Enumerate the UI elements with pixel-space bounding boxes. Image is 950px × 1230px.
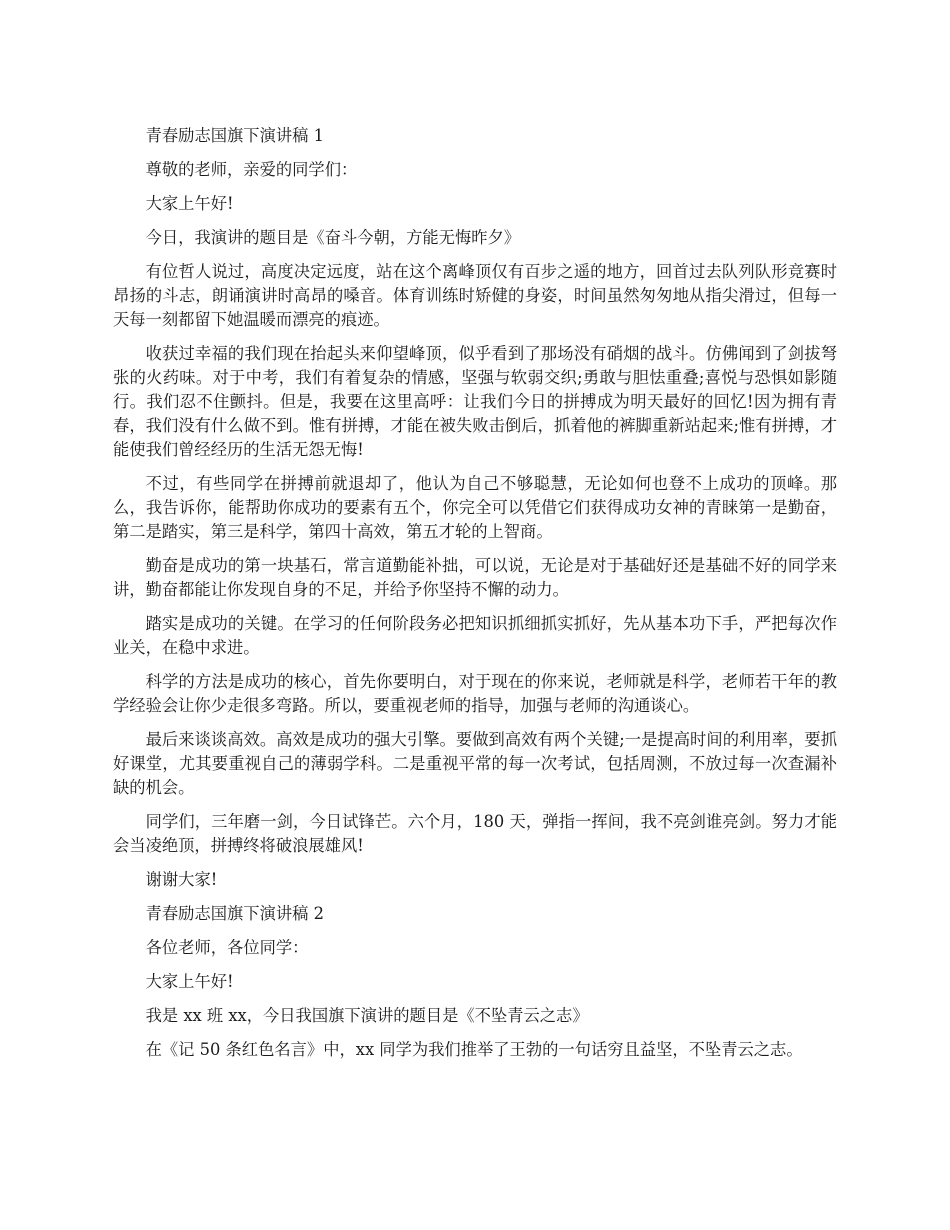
speech-topic: 今日，我演讲的题目是《奋斗今朝，方能无悔昨夕》: [145, 228, 521, 247]
heading-speech-1: 青春励志国旗下演讲稿 1: [145, 126, 324, 145]
greeting: 大家上午好!: [145, 972, 234, 991]
body-paragraph: 最后来谈谈高效。高效是成功的强大引擎。要做到高效有两个关键;一是提高时间的利用率，要抓好课堂，尤其要重视自己的薄弱学科。二是重视平常的每一次考试，包括周测，不放过每一次查漏补缺的机会。: [113, 730, 837, 797]
body-paragraph: 在《记 50 条红色名言》中，xx 同学为我们推举了王勃的一句话穷且益坚，不坠青云之志。: [145, 1040, 803, 1059]
speech-topic: 我是 xx 班 xx，今日我国旗下演讲的题目是《不坠青云之志》: [145, 1006, 589, 1025]
heading-speech-2: 青春励志国旗下演讲稿 2: [145, 904, 324, 923]
body-paragraph: 有位哲人说过，高度决定远度，站在这个离峰顶仅有百步之遥的地方，回首过去队列队形竞赛时昂扬的斗志，朗诵演讲时高昂的嗓音。体育训练时矫健的身姿，时间虽然匆匆地从指尖滑过，但每一天每一刻都留下她温暖而漂亮的痕迹。: [113, 262, 837, 329]
greeting: 大家上午好!: [145, 194, 234, 213]
body-paragraph: 踏实是成功的关键。在学习的任何阶段务必把知识抓细抓实抓好，先从基本功下手，严把每次作业关，在稳中求进。: [113, 614, 837, 657]
body-paragraph: 收获过幸福的我们现在抬起头来仰望峰顶，似乎看到了那场没有硝烟的战斗。仿佛闻到了剑拔弩张的火药味。对于中考，我们有着复杂的情感，坚强与软弱交织;勇敢与胆怯重叠;喜悦与恐惧如影随行。我们忍不住颤抖。但是，我要在这里高呼：让我们今日的拼搏成为明天最好的回忆!因为拥有青春，我们没有什么做不到。惟有拼搏，才能在被失败击倒后，抓着他的裤脚重新站起来;惟有拼搏，才能使我们曾经经历的生活无怨无悔!: [113, 344, 837, 459]
body-paragraph: 科学的方法是成功的核心，首先你要明白，对于现在的你来说，老师就是科学，老师若干年的教学经验会让你少走很多弯路。所以，要重视老师的指导，加强与老师的沟通谈心。: [113, 672, 837, 715]
closing-thanks: 谢谢大家!: [145, 870, 218, 889]
body-paragraph: 不过，有些同学在拼搏前就退却了，他认为自己不够聪慧，无论如何也登不上成功的顶峰。那么，我告诉你，能帮助你成功的要素有五个，你完全可以凭借它们获得成功女神的青睐第一是勤奋，第二是踏实，第三是科学，第四十高效，第五才轮的上智商。: [113, 474, 837, 541]
document-page: [113, 124, 837, 1072]
body-paragraph: 同学们，三年磨一剑，今日试锋芒。六个月，180 天，弹指一挥间，我不亮剑谁亮剑。努力才能会当凌绝顶，拼搏终将破浪展雄风!: [113, 812, 837, 855]
body-paragraph: 勤奋是成功的第一块基石，常言道勤能补拙，可以说，无论是对于基础好还是基础不好的同学来讲，勤奋都能让你发现自身的不足，并给予你坚持不懈的动力。: [113, 556, 837, 599]
salutation: 各位老师，各位同学：: [145, 938, 309, 957]
salutation: 尊敬的老师，亲爱的同学们：: [145, 160, 358, 179]
